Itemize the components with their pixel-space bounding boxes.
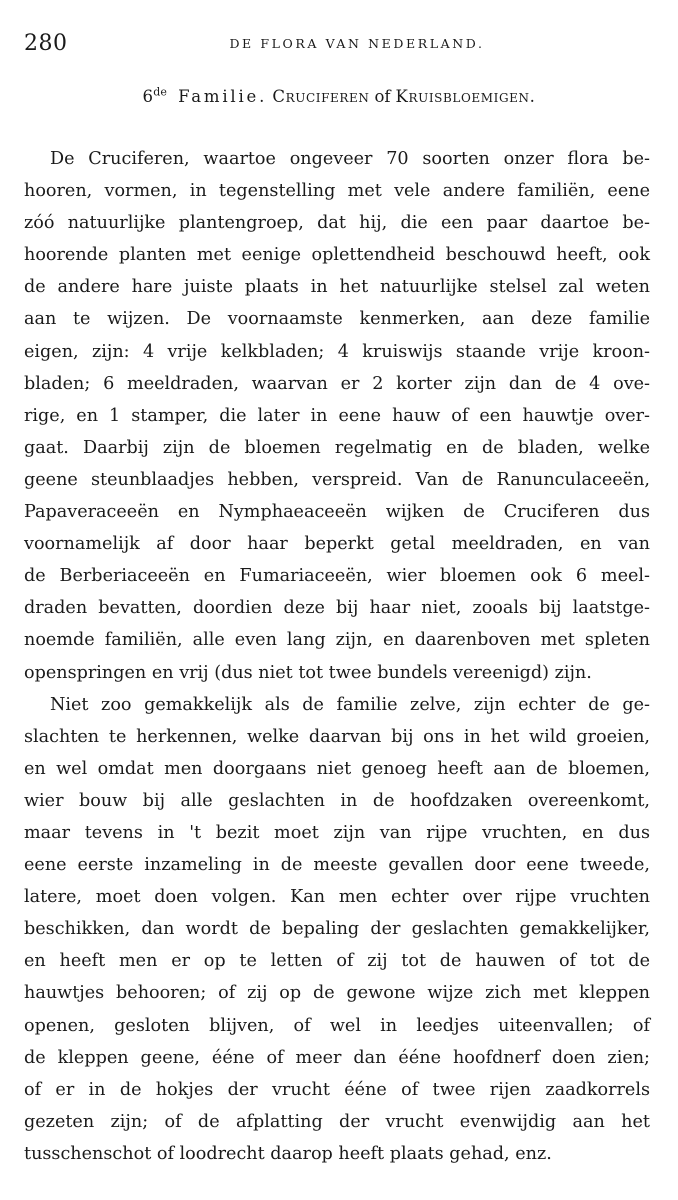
text-line: hauwtjes behooren; of zij op de gewone wijze zich met kleppen [24, 983, 650, 1004]
text-line: en heeft men er op te letten of zij tot de hauwen of tot de [24, 951, 650, 972]
text-line: latere, moet doen volgen. Kan men echter over rijpe vruchten [24, 887, 650, 908]
heading-connector: of [374, 87, 391, 106]
paragraph [24, 689, 650, 1170]
running-title: DE FLORA VAN NEDERLAND. [229, 36, 485, 51]
heading-family-name: Cruciferen [272, 87, 370, 106]
text-line: Niet zoo gemakkelijk als de familie zelve, zijn echter de ge- [50, 694, 650, 715]
text-line: aan te wijzen. De voornaamste kenmerken, aan deze familie [24, 309, 650, 330]
text-line: gezeten zijn; of de afplatting der vrucht evenwijdig aan het [24, 1111, 650, 1132]
text-line: de kleppen geene, ééne of meer dan ééne hoofdnerf doen zien; [24, 1047, 650, 1068]
text-line: de Berberiaceeën en Fumariaceeën, wier bloemen ook 6 meel- [24, 566, 650, 587]
heading-family-alt-name: Kruisbloemigen. [395, 87, 536, 106]
heading-familie: Familie. [178, 87, 268, 106]
text-line: zóó natuurlijke plantengroep, dat hij, die een paar daartoe be- [24, 213, 650, 234]
text-line: tusschenschot of loodrecht daarop heeft plaats gehad, enz. [24, 1143, 552, 1164]
page-number: 280 [24, 31, 68, 56]
text-line: of er in de hokjes der vrucht ééne of twee rijen zaadkorrels [24, 1079, 650, 1100]
text-line: en wel omdat men doorgaans niet genoeg heeft aan de bloemen, [24, 758, 650, 779]
text-line: eene eerste inzameling in de meeste gevallen door eene tweede, [24, 855, 650, 876]
section-heading [24, 84, 654, 110]
text-line: draden bevatten, doordien deze bij haar niet, zooals bij laatstge- [24, 598, 650, 619]
text-line: openspringen en vrij (dus niet tot twee bundels vereenigd) zijn. [24, 662, 592, 683]
text-line: noemde familiën, alle even lang zijn, en daarenboven met spleten [24, 630, 650, 651]
text-line: hoorende planten met eenige oplettendheid beschouwd heeft, ook [24, 245, 650, 266]
text-line: gaat. Daarbij zijn de bloemen regelmatig en de bladen, welke [24, 437, 650, 458]
paragraph [24, 143, 650, 689]
text-line: hooren, vormen, in tegenstelling met vele andere familiën, eene [24, 181, 650, 202]
text-line: maar tevens in 't bezit moet zijn van rijpe vruchten, en dus [24, 822, 650, 843]
text-line: bladen; 6 meeldraden, waarvan er 2 korter zijn dan de 4 ove- [24, 373, 650, 394]
running-head [24, 30, 654, 58]
heading-ordinal-suffix: de [153, 85, 167, 99]
text-line: rige, en 1 stamper, die later in eene hauw of een hauwtje over- [24, 405, 650, 426]
text-line: beschikken, dan wordt de bepaling der geslachten gemakkelijker, [24, 919, 650, 940]
text-line: De Cruciferen, waartoe ongeveer 70 soorten onzer flora be- [50, 149, 650, 169]
text-line: de andere hare juiste plaats in het natuurlijke stelsel zal weten [24, 277, 650, 298]
text-line: geene steunblaadjes hebben, verspreid. Van de Ranunculaceeën, [24, 469, 650, 490]
heading-ordinal: 6 [142, 87, 154, 106]
text-line: wier bouw bij alle geslachten in de hoofdzaken overeenkomt, [24, 790, 650, 811]
text-line: slachten te herkennen, welke daarvan bij ons in het wild groeien, [24, 726, 650, 747]
text-line: Papaveraceeën en Nymphaeaceeën wijken de Cruciferen dus [24, 502, 650, 523]
text-line: openen, gesloten blijven, of wel in leedjes uiteenvallen; of [24, 1015, 650, 1036]
body-text [24, 143, 650, 1170]
text-line: eigen, zijn: 4 vrije kelkbladen; 4 kruiswijs staande vrije kroon- [24, 341, 650, 362]
text-line: voornamelijk af door haar beperkt getal meeldraden, en van [24, 534, 650, 555]
